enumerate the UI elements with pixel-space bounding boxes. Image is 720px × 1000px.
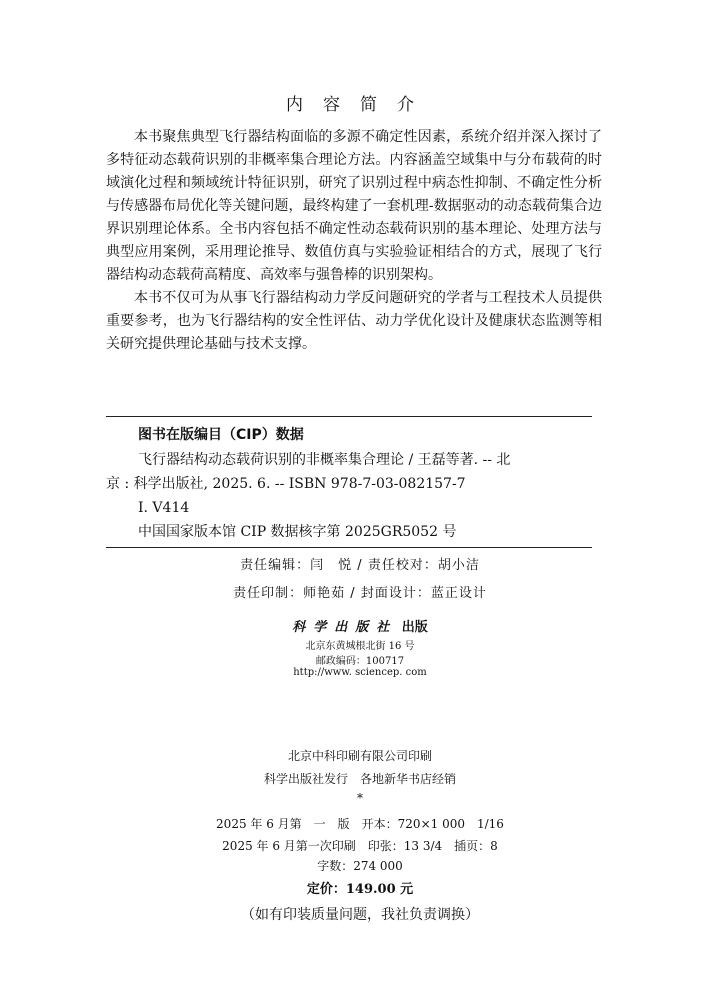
printing-line: 2025 年 6 月第一次印刷 印张：13 3/4 插页：8 <box>222 839 498 853</box>
summary-paragraph-1: 本书聚焦典型飞行器结构面临的多源不确定性因素，系统介绍并深入探讨了多特征动态载荷识别的非概率集合理论方法。内容涵盖空域集中与分布载荷的时域演化过程和频域统计特征识别，研究了识别过程中病态性抑制、不确定性分析与传感器布局优化等关键问题，最终构建了一套机理-数据驱动的动态载荷集合边界识别理论体系。全书内容包括不确定性动态载荷识别的基本理论、处理方法与典型应用案例，采用理论推导、数值仿真与实验验证相结合的方式，展现了飞行器结构动态载荷高精度、高效率与强鲁棒的识别架构。 <box>106 129 602 283</box>
publisher-imprint <box>0 616 720 635</box>
quality-note: （如有印装质量问题，我社负责调换） <box>241 907 479 923</box>
publisher-logo-text: 科学出版社 <box>292 620 398 635</box>
cip-heading: 图书在版编目（CIP）数据 <box>138 427 304 443</box>
summary-text <box>106 126 602 356</box>
cip-record-number: 中国国家版本馆 CIP 数据核字第 2025GR5052 号 <box>138 524 457 540</box>
editor-credits: 责任编辑：闫 悦 / 责任校对：胡小洁 <box>240 558 480 573</box>
cip-title-line: 飞行器结构动态载荷识别的非概率集合理论 / 王磊等著. -- 北 <box>138 452 511 468</box>
cip-classification-line: Ⅰ. V414 <box>138 500 190 516</box>
page-title: 内容简介 <box>286 95 434 115</box>
printer-line: 北京中科印刷有限公司印刷 <box>287 749 432 763</box>
cip-top-divider <box>106 416 592 417</box>
publisher-address: 北京东黄城根北街 16 号 <box>305 641 415 652</box>
publisher-suffix: 出版 <box>401 620 428 635</box>
publisher-url: http://www. sciencep. com <box>293 667 427 678</box>
summary-paragraph-2: 本书不仅可为从事飞行器结构动力学反问题研究的学者与工程技术人员提供重要参考，也为飞行器结构的安全性评估、动力学优化设计及健康状态监测等相关研究提供理论基础与技术支撑。 <box>106 290 602 352</box>
cip-bottom-divider <box>106 547 592 548</box>
price-label: 定价：149.00 元 <box>306 882 414 897</box>
cip-record <box>106 448 598 544</box>
edition-line: 2025 年 6 月第 一 版 开本：720×1 000 1/16 <box>216 817 504 831</box>
distribution-line: 科学出版社发行 各地新华书店经销 <box>263 772 456 786</box>
separator-star: * <box>357 791 363 805</box>
production-credits: 责任印制：师艳茹 / 封面设计：蓝正设计 <box>233 586 487 601</box>
word-count: 字数：274 000 <box>317 859 403 873</box>
publisher-zip: 邮政编码：100717 <box>315 656 405 667</box>
cip-publisher-line: 京 : 科学出版社, 2025. 6. -- ISBN 978-7-03-082157-7 <box>106 476 466 492</box>
